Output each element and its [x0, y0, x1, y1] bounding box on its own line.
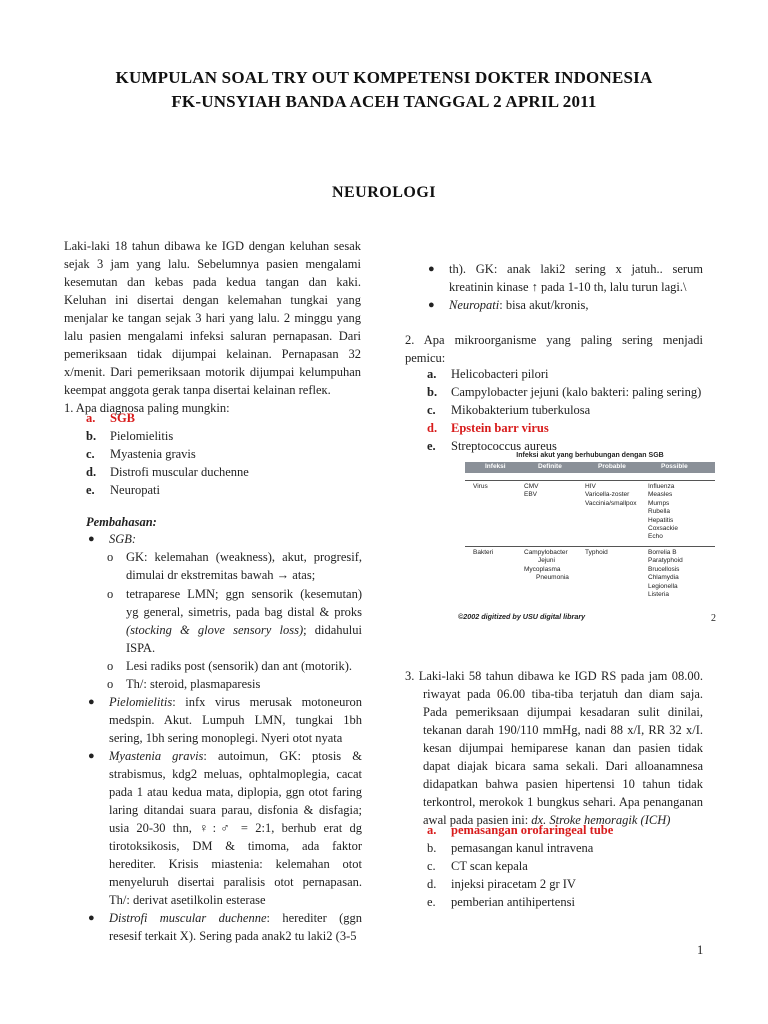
q1-stem-line: lalu pasien mengalami infeksi saluran pernapasan. Dari: [64, 329, 361, 343]
table-cell-line: Influenza: [648, 483, 675, 490]
table-cell-line: Typhoid: [585, 549, 608, 556]
q1-stem-line: sejak 3 jam yang lalu. Sebelumnya pasien mengalami: [64, 257, 361, 271]
text-line: Th/: derivat asetilkolin esterase: [109, 893, 266, 907]
text-line: ISPA.: [126, 641, 156, 655]
text-line: : autoimun, GK: ptosis &: [203, 749, 362, 763]
table-cell-line: Legionella: [648, 582, 678, 590]
q2-options: [427, 365, 717, 455]
text-line: kreatinin kinase ↑ pada 1-10 th, lalu turun lagi.\: [449, 280, 687, 294]
table-cell: Bakteri: [473, 549, 494, 556]
text-line: awal pada pasien ini:: [423, 813, 532, 827]
discussion-heading: Pembahasan:: [86, 515, 157, 529]
option-letter: e.: [86, 483, 95, 497]
text-line: : herediter (ggn: [266, 911, 362, 925]
text-line: riwayat pada 06.00 tiba-tiba terjatuh dan diam saja.: [423, 687, 703, 701]
table-cell: [585, 549, 608, 557]
q1-stem-line: Laki-laki 18 tahun dibawa ke IGD dengan keluhan sesak: [64, 239, 361, 253]
text-line: kesan dijumpai hemiparese kanan dan pasien tidak: [423, 741, 703, 755]
table-column-header: Infeksi: [485, 463, 506, 470]
q1-stem-line: pemeriksaan tidak dijumpai kelainan. Pernapasan 32: [64, 347, 361, 361]
myastenia: [109, 747, 362, 909]
bullet-icon: ●: [428, 299, 435, 311]
q2-option-b: [427, 383, 717, 401]
table-cell-line: Hepatitis: [648, 516, 674, 524]
table-cell-line: Paratyphoid: [648, 557, 683, 565]
sub-bullet-icon: o: [107, 550, 114, 564]
sgb-gk: [126, 548, 362, 584]
text-line: strabismus, kdg2 meluas, ophtalmoplegia, cacat: [109, 767, 362, 781]
text-line: menyeluruh disertai paralisis otot pernapasan.: [109, 875, 362, 889]
option-text: pemasangan kanul intravena: [451, 841, 594, 855]
text-line: Pada pemeriksaan dijumpai kesadaran sulit dinilai,: [423, 705, 703, 719]
table-cell-line: Chlamydia: [648, 574, 679, 582]
text-line: usia 20-30 thn, ♀:♂ = 2:1, berhub erat dg: [109, 821, 362, 835]
sgb-label: SGB:: [109, 532, 137, 546]
option-letter: d.: [86, 465, 97, 479]
option-letter: a.: [427, 823, 437, 837]
q1-option-b: [86, 427, 366, 445]
text-line: th). GK: anak laki2 sering x jatuh.. serum: [449, 262, 703, 276]
distrofi: [109, 909, 362, 945]
text-line: 3. Laki-laki 58 tahun dibawa ke IGD RS pada jam 08.00.: [405, 669, 703, 683]
table-cell-line: Jejuni: [538, 557, 555, 565]
text-line: herediter. Krisis miastenia: kelemahan otot: [109, 857, 362, 871]
table-cell: [648, 549, 683, 599]
figure-page-mark: 2: [711, 613, 716, 624]
q1-option-c: [86, 445, 366, 463]
q2-option-a: [427, 365, 717, 383]
term-label: Myastenia gravis: [109, 749, 204, 763]
table-column-header: Probable: [598, 463, 626, 470]
term-label: Pielomielitis: [109, 695, 173, 709]
text-line: tetraparese LMN; ggn sensorik (kesemutan): [126, 587, 362, 601]
option-text: Helicobacteri pilori: [451, 367, 549, 381]
table-cell-line: CMV: [524, 483, 539, 490]
q2-option-c: [427, 401, 717, 419]
table-cell: [524, 483, 538, 500]
sub-bullet-icon: o: [107, 659, 114, 673]
q3-option-a: [427, 821, 717, 839]
option-text: Myastenia gravis: [110, 447, 196, 461]
bullet-icon: ●: [88, 533, 95, 545]
table-cell-line: Varicella-zoster: [585, 491, 630, 499]
q3-option-e: [427, 893, 717, 911]
q3-options: [427, 821, 717, 911]
distrofi-continued: [449, 260, 703, 296]
text-line: pada 1 atau kedua mata, diplopia, ggn otot faring: [109, 785, 362, 799]
q1-option-d: [86, 463, 366, 481]
table-cell-line: Measles: [648, 491, 673, 499]
table-cell-line: Mumps: [648, 499, 670, 507]
table-divider: [465, 480, 715, 481]
text-line: didapatkan bahwa pasien hipertensi 10 tahun tidak: [423, 777, 703, 791]
sgb-tetraparese: [126, 585, 362, 657]
table-cell: [524, 549, 569, 583]
text-line: : bisa akut/kronis,: [499, 298, 589, 312]
text-line: laring ditandai suara parau, disfonia & disfagia;: [109, 803, 362, 817]
text-line: (stocking & glove sensory loss): [126, 623, 304, 637]
q1-option-e: [86, 481, 366, 499]
doc-title-line2: FK-UNSYIAH BANDA ACEH TANGGAL 2 APRIL 2011: [171, 92, 597, 111]
text-line: ; didahului: [303, 623, 362, 637]
text-line: dapat diajak bicara sama sekali. Dari alloanamnesa: [423, 759, 703, 773]
option-text: Neuropati: [110, 483, 160, 497]
option-text: Mikobakterium tuberkulosa: [451, 403, 591, 417]
text-line: dimulai dr ekstremitas bawah → atas;: [126, 568, 316, 582]
text-line: terkontrol, merokok 1 bungkus sehari. Apa penanganan: [423, 795, 703, 809]
option-letter: b.: [86, 429, 97, 443]
text-line: 2. Apa mikroorganisme yang paling sering menjadi: [405, 333, 703, 347]
option-letter: b.: [427, 841, 437, 855]
option-text: pemasangan orofaringeal tube: [451, 823, 614, 837]
neuropati: [449, 296, 588, 314]
pielomielitis: [109, 693, 362, 747]
option-text: Epstein barr virus: [451, 421, 549, 435]
option-letter: e.: [427, 895, 436, 909]
table-cell: Virus: [473, 483, 488, 490]
table-cell-line: Echo: [648, 533, 663, 541]
option-letter: a.: [86, 411, 96, 425]
text-line: GK: kelemahan (weakness), akut, progresif,: [126, 550, 362, 564]
q3-option-d: [427, 875, 717, 893]
bullet-icon: ●: [88, 696, 95, 708]
sgb-infection-table: [458, 452, 715, 638]
table-cell-line: Borrelia B: [648, 549, 677, 556]
table-column-header: Definite: [538, 463, 562, 470]
table-cell-line: Listeria: [648, 591, 669, 599]
q1-stem-line: menjalar ke tangan sejak 3 hari yang lalu. 2 minggu yang: [64, 311, 361, 325]
text-line: tirotoksikosis, DM & timoma, ada faktor: [109, 839, 362, 853]
q1-stem-line: Keluhan ini disertai dengan kelemahan tungkai yang: [64, 293, 361, 307]
text-line: yg general, simetris, pada bag distal & proks: [126, 605, 362, 619]
section-title: NEUROLOGI: [331, 184, 437, 201]
text-line: sering, 1bh sering monoplegi. Nyeri otot nyata: [109, 731, 343, 745]
table-cell-line: EBV: [524, 491, 538, 499]
text-line: resesif terkait X). Sering pada anak2 tu laki2 (3-5: [109, 929, 357, 943]
bullet-icon: ●: [88, 750, 95, 762]
option-letter: d.: [427, 421, 438, 435]
table-cell: [585, 483, 637, 508]
q3-option-c: [427, 857, 717, 875]
option-text: pemberian antihipertensi: [451, 895, 575, 909]
table-cell-line: Pneumonia: [536, 574, 569, 582]
option-text: SGB: [110, 411, 136, 425]
option-letter: e.: [427, 439, 436, 453]
sub-bullet-icon: o: [107, 677, 114, 691]
table-cell-line: HIV: [585, 483, 596, 490]
option-letter: d.: [427, 877, 437, 891]
option-letter: b.: [427, 385, 438, 399]
table-cell-line: Coxsackie: [648, 525, 678, 533]
q1-stem: [64, 237, 361, 417]
text-line: : infx virus merusak motoneuron: [172, 695, 362, 709]
diagnosis-note: dx. Stroke hemoragik (ICH): [531, 813, 671, 827]
option-letter: c.: [86, 447, 95, 461]
table-cell-line: Campylobacter: [524, 549, 568, 556]
text-line: tekanan darah 190/110 mmHg, nadi 88 x/I, RR 32 x/I.: [423, 723, 703, 737]
option-letter: c.: [427, 403, 436, 417]
table-caption: Infeksi akut yang berhubungan dengan SGB: [516, 452, 664, 459]
bullet-icon: ●: [88, 912, 95, 924]
option-text: Pielomielitis: [110, 429, 174, 443]
q1-option-a: [86, 409, 366, 427]
sgb-lesi: Lesi radiks post (sensorik) dan ant (motorik).: [126, 659, 352, 673]
term-label: Distrofi muscular duchenne: [109, 911, 267, 925]
q1-options: [86, 409, 366, 499]
table-divider: [465, 546, 715, 547]
table-header: [465, 462, 715, 473]
doc-title-line1: KUMPULAN SOAL TRY OUT KOMPETENSI DOKTER INDONESIA: [115, 68, 653, 87]
table-credit: ©2002 digitized by USU digital library: [458, 612, 586, 621]
table-column-header: Possible: [661, 463, 688, 470]
q1-stem-line: keempat anggota gerak tanpa disertai kelainan refleк.: [64, 383, 331, 397]
table-cell-line: Mycoplasma: [524, 565, 561, 573]
option-text: CT scan kepala: [451, 859, 528, 873]
option-text: Distrofi muscular duchenne: [110, 465, 249, 479]
option-text: Campylobacter jejuni (kalo bakteri: paling sering): [451, 385, 702, 399]
q1-question: 1. Apa diagnosa paling mungkin:: [64, 401, 230, 415]
q3-option-b: [427, 839, 717, 857]
q2-option-d: [427, 419, 717, 437]
q2-stem: [405, 331, 703, 367]
term-label: Neuropati: [449, 298, 500, 312]
table-cell: [648, 483, 678, 542]
option-letter: c.: [427, 859, 436, 873]
option-letter: a.: [427, 367, 437, 381]
table-cell-line: Vaccinia/smallpox: [585, 499, 637, 507]
option-text: injeksi piracetam 2 gr IV: [451, 877, 576, 891]
bullet-icon: ●: [428, 263, 435, 275]
sub-bullet-icon: o: [107, 587, 114, 601]
option-text: Streptococcus aureus: [451, 439, 557, 453]
q1-stem-line: x/menit. Dari pemeriksaan motorik dijumpai kelumpuhan: [64, 365, 361, 379]
page-number: 1: [697, 943, 704, 957]
q3-stem: [405, 667, 703, 829]
text-line: pemicu:: [405, 351, 446, 365]
q1-stem-line: kesemutan dan kebas pada kedua tangan dan kaki.: [64, 275, 361, 289]
sgb-th: Th/: steroid, plasmaparesis: [126, 677, 261, 691]
table-cell-line: Brucellosis: [648, 565, 680, 573]
table-cell-line: Rubella: [648, 508, 671, 516]
text-line: medspin. Akut. Lumpuh LMN, tungkai 1bh: [109, 713, 362, 727]
